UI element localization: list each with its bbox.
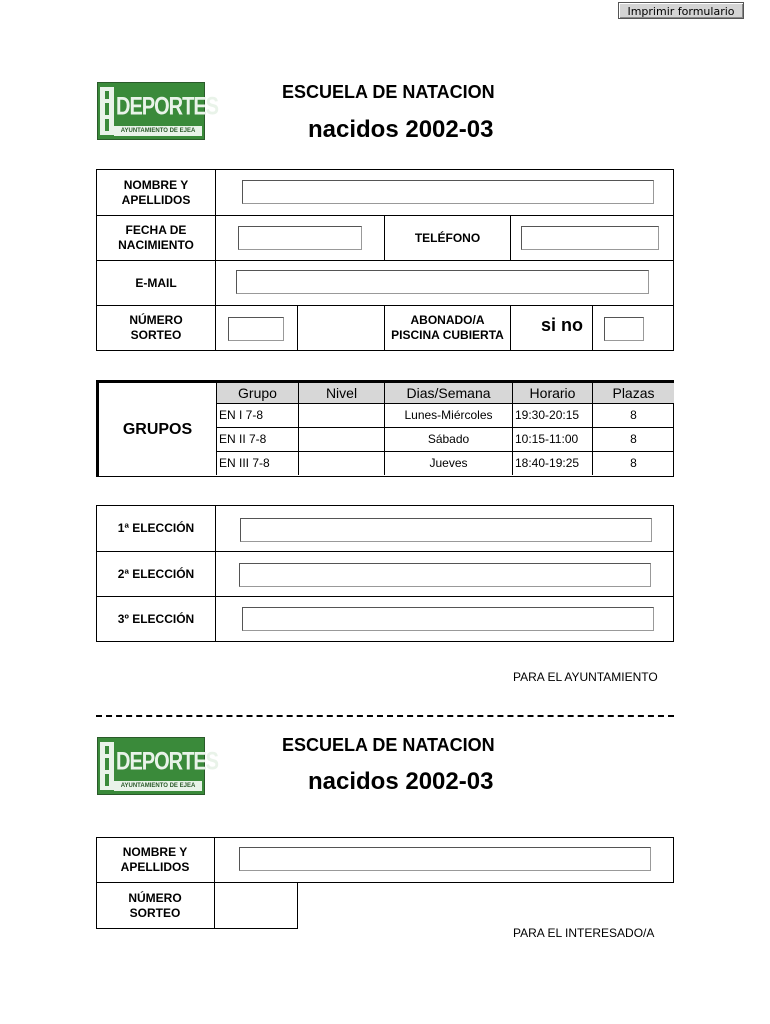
- grupo-cell-horario: 10:15-11:00: [513, 428, 593, 451]
- stub-numero-field[interactable]: [215, 883, 297, 928]
- footer-interesado: PARA EL INTERESADO/A: [513, 926, 655, 940]
- logo-subtitle: AYUNTAMIENTO DE EJEA: [114, 781, 202, 791]
- form-title: ESCUELA DE NATACION: [282, 82, 495, 102]
- header-plazas: Plazas: [593, 383, 674, 403]
- logo-figure-icon: [100, 87, 114, 135]
- logo-word: DEPORTES: [116, 748, 219, 776]
- grupo-cell-dias: Sábado: [385, 428, 513, 451]
- header-horario: Horario: [513, 383, 593, 403]
- print-form-button[interactable]: Imprimir formulario: [618, 2, 744, 19]
- grupo-row: [217, 404, 674, 428]
- grupo-cell-dias: Lunes-Miércoles: [385, 404, 513, 427]
- abonado-field[interactable]: [604, 317, 644, 341]
- grupo-cell-nivel: [299, 452, 385, 475]
- eleccion-2-label: 2ª ELECCIÓN: [117, 566, 195, 581]
- nombre-field[interactable]: [242, 180, 654, 204]
- eleccion-2-field[interactable]: [239, 563, 651, 587]
- deportes-logo: [97, 82, 219, 140]
- telefono-field[interactable]: [521, 226, 659, 250]
- logo-subtitle: AYUNTAMIENTO DE EJEA: [114, 126, 202, 136]
- grupo-cell-dias: Jueves: [385, 452, 513, 475]
- grupo-cell-grupo: EN I 7-8: [217, 404, 299, 427]
- grupo-row: [217, 428, 674, 452]
- grupos-label: GRUPOS: [122, 420, 193, 438]
- abonado-label: ABONADO/A PISCINA CUBIERTA: [391, 313, 504, 342]
- elecciones-table: [96, 505, 674, 642]
- header-dias: Dias/Semana: [385, 383, 513, 403]
- grupo-cell-grupo: EN II 7-8: [217, 428, 299, 451]
- abonado-options-label: si no: [541, 315, 584, 335]
- logo-figure-icon: [100, 742, 114, 790]
- personal-data-table: [96, 169, 674, 351]
- header-nivel: Nivel: [299, 383, 385, 403]
- deportes-logo-stub: [97, 737, 219, 795]
- eleccion-1-field[interactable]: [240, 518, 652, 542]
- telefono-label: TELÉFONO: [414, 230, 481, 245]
- numero-field[interactable]: [228, 317, 284, 341]
- logo-word: DEPORTES: [116, 93, 219, 121]
- email-label: E-MAIL: [135, 275, 177, 290]
- grupo-row: [217, 452, 674, 475]
- grupo-cell-nivel: [299, 404, 385, 427]
- email-field[interactable]: [236, 270, 649, 294]
- eleccion-1-label: 1ª ELECCIÓN: [117, 521, 195, 535]
- grupo-cell-grupo: EN III 7-8: [217, 452, 299, 475]
- grupo-cell-plazas: 8: [630, 408, 637, 422]
- fecha-label: FECHA DE NACIMIENTO: [118, 223, 194, 252]
- numero-label: NÚMERO SORTEO: [129, 313, 183, 342]
- stub-subtitle: nacidos 2002-03: [308, 768, 494, 795]
- header-grupo: Grupo: [217, 383, 299, 403]
- grupo-cell-plazas: 8: [630, 456, 637, 470]
- nombre-label: NOMBRE Y APELLIDOS: [121, 177, 191, 207]
- stub-nombre-field[interactable]: [239, 847, 651, 871]
- stub-table: [96, 837, 674, 929]
- grupo-cell-nivel: [299, 428, 385, 451]
- stub-numero-label: NÚMERO SORTEO: [128, 891, 182, 920]
- eleccion-3-field[interactable]: [242, 607, 654, 631]
- stub-title: ESCUELA DE NATACION: [282, 735, 495, 755]
- cut-line: [96, 715, 674, 717]
- grupos-table: [96, 380, 674, 477]
- eleccion-3-label: 3º ELECCIÓN: [117, 611, 195, 626]
- grupo-cell-plazas: 8: [630, 432, 637, 446]
- footer-ayuntamiento: PARA EL AYUNTAMIENTO: [513, 670, 658, 684]
- grupo-cell-horario: 18:40-19:25: [513, 452, 593, 475]
- grupo-cell-horario: 19:30-20:15: [513, 404, 593, 427]
- grupos-header-row: [217, 383, 674, 404]
- fecha-field[interactable]: [238, 226, 362, 250]
- form-subtitle: nacidos 2002-03: [308, 116, 494, 143]
- stub-nombre-label: NOMBRE Y APELLIDOS: [120, 845, 190, 874]
